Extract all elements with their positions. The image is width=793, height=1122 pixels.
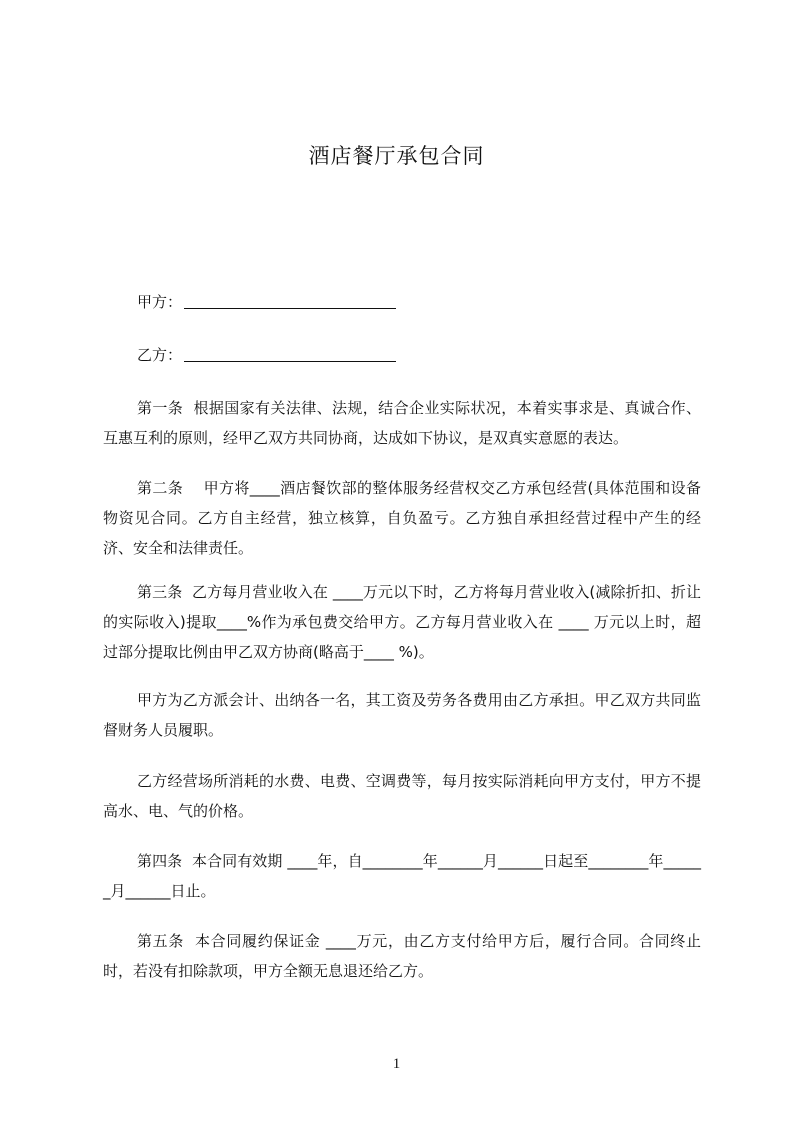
- clause-3-utilities: 乙方经营场所消耗的水费、电费、空调费等，每月按实际消耗向甲方支付，甲方不提高水、电、气的价格。: [103, 772, 701, 820]
- clause-2: 第二条 甲方将____酒店餐饮部的整体服务经营权交乙方承包经营(具体范围和设备物资见合同。乙方自主经营，独立核算，自负盈亏。乙方独自承担经营过程中产生的经济、安全和法律责任。: [103, 479, 701, 557]
- clause-3-accounting: 甲方为乙方派会计、出纳各一名，其工资及劳务各费用由乙方承担。甲乙双方共同监督财务人员履职。: [103, 691, 701, 739]
- document-title: 酒店餐厅承包合同: [308, 144, 485, 168]
- party-a-blank: [184, 292, 396, 309]
- party-b-label: 乙方：: [137, 346, 183, 364]
- clause-1: 第一条 根据国家有关法律、法规，结合企业实际状况，本着实事求是、真诚合作、互惠互利的原则，经甲乙双方共同协商，达成如下协议，是双真实意愿的表达。: [103, 399, 701, 447]
- party-b-row: [137, 343, 396, 367]
- party-a-row: [137, 290, 396, 314]
- clause-5: 第五条 本合同履约保证金 ____万元，由乙方支付给甲方后，履行合同。合同终止时，若没有扣除款项，甲方全额无息退还给乙方。: [103, 932, 701, 980]
- party-a-label: 甲方：: [137, 293, 183, 311]
- clause-4: 第四条 本合同有效期 ____年，自________年______月______日起至________年______月______日止。: [103, 852, 701, 900]
- clause-3: 第三条 乙方每月营业收入在 ____万元以下时，乙方将每月营业收入(减除折扣、折让的实际收入)提取____%作为承包费交给甲方。乙方每月营业收入在 ____ 万元以上时，超过部分提取比例由甲乙双方协商(略高于____ %)。: [103, 583, 701, 661]
- page-number: 1: [392, 1056, 401, 1072]
- party-b-blank: [184, 345, 396, 362]
